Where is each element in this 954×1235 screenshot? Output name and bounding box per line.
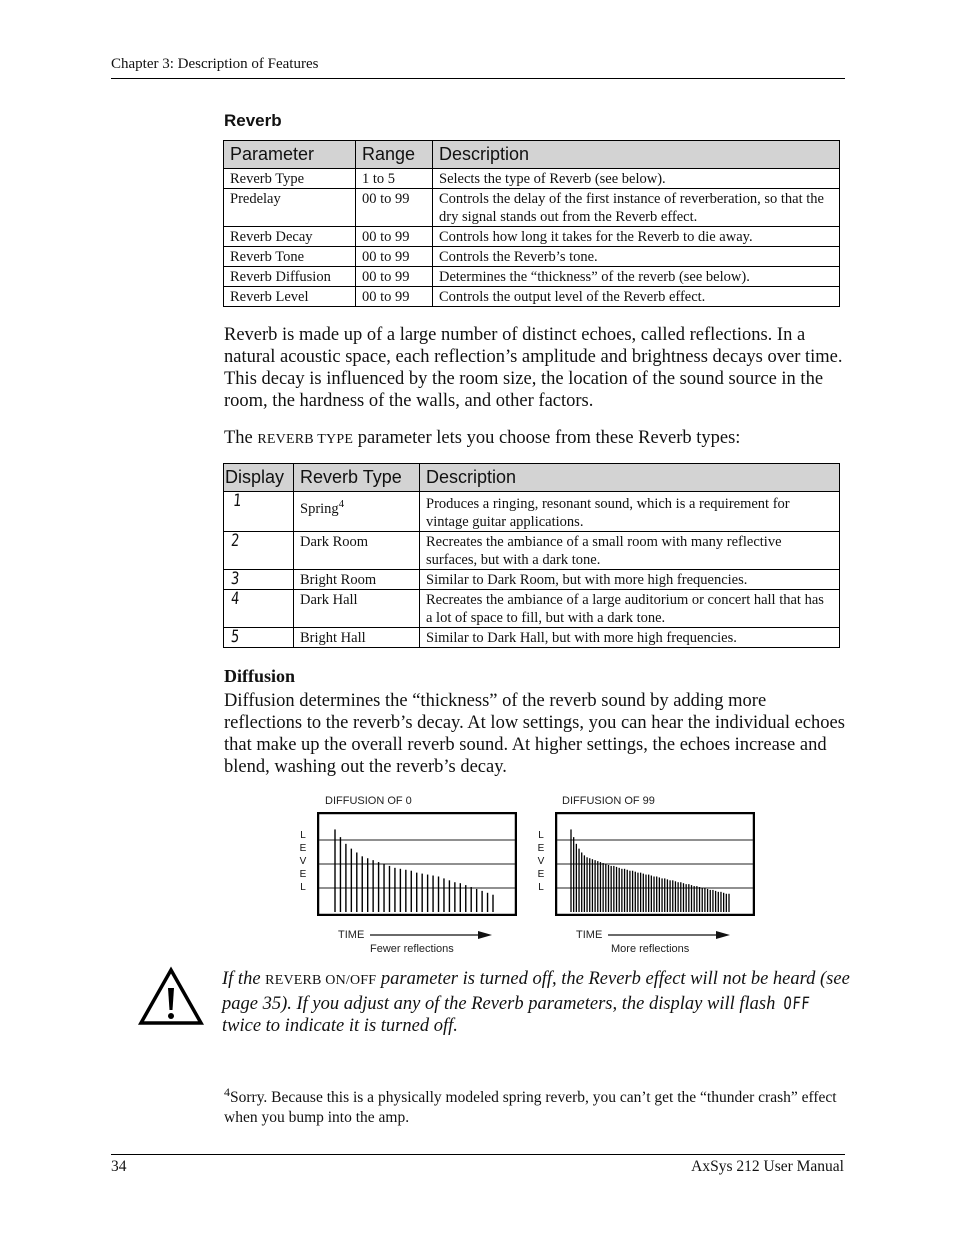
description-cell: Similar to Dark Hall, but with more high frequencies. xyxy=(420,628,840,648)
chart-caption: More reflections xyxy=(611,943,690,955)
y-axis-label-text xyxy=(298,829,308,894)
column-header: Reverb Type xyxy=(294,464,420,492)
range-cell: 00 to 99 xyxy=(356,267,433,287)
table-row xyxy=(224,570,840,590)
chart-title: DIFFUSION OF 0 xyxy=(325,795,412,807)
y-axis-letter: V xyxy=(299,856,307,867)
warning-mid: parameter is turned off, the Reverb effect will not be heard (see page 35). If you adjust any of the Reverb parameters, the display will flash xyxy=(222,969,850,1014)
y-axis-letter: L xyxy=(538,830,544,841)
table-row xyxy=(224,287,840,307)
parameter-cell: Reverb Type xyxy=(224,169,356,189)
y-axis-letter: L xyxy=(300,882,306,893)
chapter-header: Chapter 3: Description of Features xyxy=(111,56,319,72)
column-header: Parameter xyxy=(224,141,356,169)
table-row xyxy=(224,227,840,247)
table-row xyxy=(224,532,840,570)
description-cell: Controls the Reverb’s tone. xyxy=(433,247,840,267)
description-cell: Selects the type of Reverb (see below). xyxy=(433,169,840,189)
table-header-row xyxy=(224,141,840,169)
table-row xyxy=(224,590,840,628)
warning-pre: If the xyxy=(222,969,266,989)
table-row xyxy=(224,247,840,267)
chart-caption: Fewer reflections xyxy=(370,943,454,955)
table-row xyxy=(224,169,840,189)
table-row xyxy=(224,492,840,532)
y-axis-label xyxy=(536,829,546,894)
display-digit: 3 xyxy=(230,569,241,589)
parameter-cell: Reverb Diffusion xyxy=(224,267,356,287)
footnote xyxy=(224,1082,844,1128)
reverb-type-name: Dark Hall xyxy=(294,590,420,628)
type-para-post: parameter lets you choose from these Reverb types: xyxy=(353,428,741,448)
parameter-cell: Reverb Level xyxy=(224,287,356,307)
intro-paragraph: Reverb is made up of a large number of distinct echoes, called reflections. In a natural acoustic space, each reflection’s amplitude and brightness decays over time. This decay is influenced by the room size, the location of the sound source in the room, the hardness of the walls, and other factors. xyxy=(224,325,843,411)
column-header: Display xyxy=(224,464,294,492)
footnote-ref: 4 xyxy=(338,498,345,510)
diffusion-99-chart xyxy=(555,812,755,916)
footer-rule xyxy=(111,1154,845,1155)
footnote-text: Sorry. Because this is a physically modeled spring reverb, you can’t get the “thunder crash” effect when you bump into the amp. xyxy=(224,1089,837,1126)
y-axis-letter: L xyxy=(300,830,306,841)
y-axis-letter: V xyxy=(537,856,545,867)
range-cell: 1 to 5 xyxy=(356,169,433,189)
warning-post: twice to indicate it is turned off. xyxy=(222,1016,458,1036)
column-header: Range xyxy=(356,141,433,169)
parameter-cell: Predelay xyxy=(224,189,356,227)
reverb-parameter-table xyxy=(223,140,840,307)
footnote-number: 4 xyxy=(224,1085,230,1099)
reverb-type-param: REVERB TYPE xyxy=(257,432,354,447)
parameter-cell: Reverb Decay xyxy=(224,227,356,247)
time-arrow-icon xyxy=(368,930,494,940)
chart-title: DIFFUSION OF 99 xyxy=(562,795,655,807)
range-cell: 00 to 99 xyxy=(356,247,433,267)
parameter-cell: Reverb Tone xyxy=(224,247,356,267)
reverb-onoff-param: REVERB ON/OFF xyxy=(265,973,377,988)
table-row xyxy=(224,189,840,227)
header-rule xyxy=(111,78,845,79)
display-digit: 4 xyxy=(230,589,241,609)
description-cell: Similar to Dark Room, but with more high frequencies. xyxy=(420,570,840,590)
description-cell: Controls how long it takes for the Reverb to die away. xyxy=(433,227,840,247)
reverb-type-name: Bright Room xyxy=(294,570,420,590)
display-digit: 5 xyxy=(230,627,241,647)
description-cell: Recreates the ambiance of a small room with many reflective surfaces, but with a dark tone. xyxy=(420,532,840,570)
display-digit: 2 xyxy=(230,531,241,551)
reverb-type-name: Spring xyxy=(300,500,339,517)
y-axis-letter: E xyxy=(537,869,545,880)
warning-text xyxy=(222,968,850,1038)
display-digit: 1 xyxy=(232,491,243,511)
description-cell: Controls the output level of the Reverb effect. xyxy=(433,287,840,307)
y-axis-letter: L xyxy=(538,882,544,893)
diffusion-0-chart xyxy=(317,812,517,916)
table-row xyxy=(224,267,840,287)
range-cell: 00 to 99 xyxy=(356,189,433,227)
x-axis-label: TIME xyxy=(576,929,603,941)
off-display: OFF xyxy=(782,993,812,1014)
reverb-type-name: Dark Room xyxy=(294,532,420,570)
diffusion-paragraph: Diffusion determines the “thickness” of the reverb sound by adding more reflections to the reverb’s decay. At low settings, you can hear the individual echoes that make up the overall reverb sound. At higher settings, the echoes increase and blend, washing out the reverb’s decay. xyxy=(224,691,845,777)
description-cell: Recreates the ambiance of a large auditorium or concert hall that has a lot of space to fill, but with a dark tone. xyxy=(420,590,840,628)
column-header: Description xyxy=(420,464,840,492)
y-axis-label xyxy=(298,829,308,894)
x-axis-label: TIME xyxy=(338,929,365,941)
page-number: 34 xyxy=(111,1158,127,1175)
column-header: Description xyxy=(433,141,840,169)
y-axis-letter: E xyxy=(299,869,307,880)
description-cell: Controls the delay of the first instance of reverberation, so that the dry signal stands out from the Reverb effect. xyxy=(433,189,840,227)
range-cell: 00 to 99 xyxy=(356,227,433,247)
manual-title: AxSys 212 User Manual xyxy=(691,1158,844,1175)
y-axis-letter: E xyxy=(299,843,307,854)
range-cell: 00 to 99 xyxy=(356,287,433,307)
diffusion-heading: Diffusion xyxy=(224,666,296,686)
reverb-type-name: Bright Hall xyxy=(294,628,420,648)
y-axis-label-text xyxy=(536,829,546,894)
table-header-row xyxy=(224,464,840,492)
description-cell: Produces a ringing, resonant sound, which is a requirement for vintage guitar applications. xyxy=(420,492,840,532)
description-cell: Determines the “thickness” of the reverb (see below). xyxy=(433,267,840,287)
reverb-type-table xyxy=(223,463,840,648)
warning-icon xyxy=(137,966,205,1026)
type-para-pre: The xyxy=(224,428,258,448)
time-arrow-icon xyxy=(606,930,732,940)
table-row xyxy=(224,628,840,648)
type-paragraph xyxy=(224,427,846,451)
section-title: Reverb xyxy=(224,111,282,130)
y-axis-letter: E xyxy=(537,843,545,854)
